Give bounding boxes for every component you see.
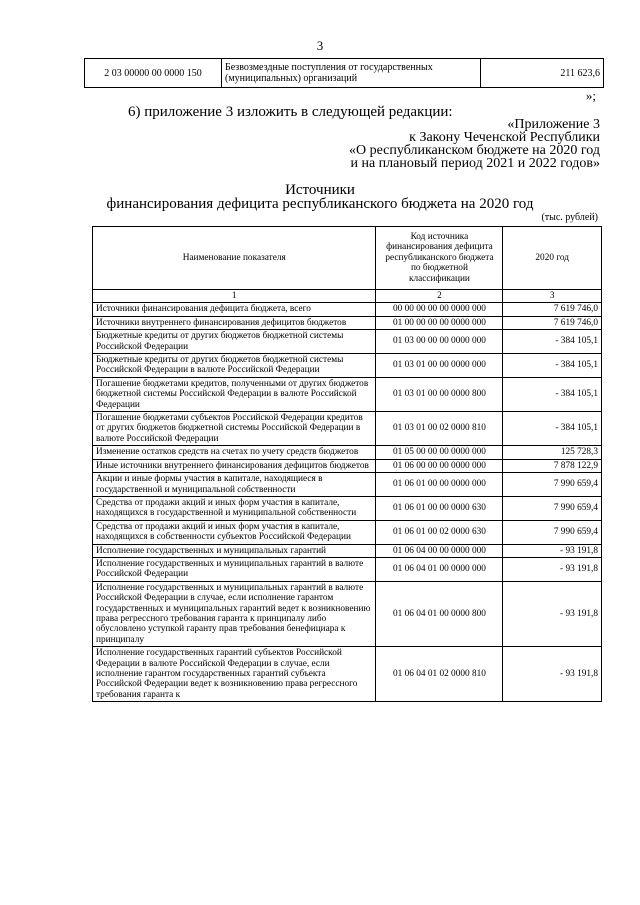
row-value: - 384 105,1 [503,412,602,446]
row-code: 01 06 00 00 00 0000 000 [376,459,503,472]
row-code: 01 05 00 00 00 0000 000 [376,446,503,459]
row-value: 7 990 659,4 [503,496,602,520]
row-code: 01 03 00 00 00 0000 000 [376,330,503,354]
table-row [93,377,602,411]
row-value: - 93 191,8 [503,647,602,702]
row-name: Акции и иные формы участия в капитале, находящиеся в государственной и муниципальной собственности [93,473,376,497]
row-value: 7 990 659,4 [503,520,602,544]
col-number: 1 [93,290,376,303]
row-name: Источники внутреннего финансирования дефицитов бюджетов [93,316,376,329]
row-name: Исполнение государственных и муниципальных гарантий в валюте Российской Федерации [93,557,376,581]
row-name: Средства от продажи акций и иных форм участия в капитале, находящихся в государственной и муниципальной собственности [93,496,376,520]
header-value: 2020 год [503,227,602,290]
col-number: 3 [503,290,602,303]
row-name: Исполнение государственных гарантий субъектов Российской Федерации в валюте Российской Федерации в случае, если исполнение гарантом государственных гарантий субъекта Российской Федерации ведет к возникновению права регрессного требования гаранта к [93,647,376,702]
table-row [93,496,602,520]
row-value: 7 990 659,4 [503,473,602,497]
row-name: Погашение бюджетами субъектов Российской Федерации кредитов от других бюджетов бюджетной системы Российской Федерации в валюте Российской Федерации [93,412,376,446]
row-code: 01 03 01 00 00 0000 000 [376,354,503,378]
row-code: 01 06 01 00 02 0000 630 [376,520,503,544]
annex-line: «Приложение 3 [507,117,600,132]
table-row [93,544,602,557]
row-value: - 384 105,1 [503,377,602,411]
row-value: 7 619 746,0 [503,316,602,329]
row-code: 01 03 01 00 00 0000 800 [376,377,503,411]
header-row [93,227,602,290]
table-row [93,581,602,646]
row-name: Исполнение государственных и муниципальных гарантий в валюте Российской Федерации в случае, если исполнение гарантом государственных и муниципальных гарантий ведет к возникновению права регрессного требования гаранта к принципалу либо обусловлено уступкой гаранту прав требования бенефициара к принципалу [93,581,376,646]
table-row [93,316,602,329]
row-name: Средства от продажи акций и иных форм участия в капитале, находящихся в собственности субъектов Российской Федерации [93,520,376,544]
top-table [84,58,604,88]
col-number: 2 [376,290,503,303]
row-name: Иные источники внутреннего финансирования дефицитов бюджетов [93,459,376,472]
table-row [93,520,602,544]
closing-mark: »; [585,88,596,103]
row-code: 01 06 01 00 00 0000 000 [376,473,503,497]
row-name: Бюджетные кредиты от других бюджетов бюджетной системы Российской Федерации в валюте Российской Федерации [93,354,376,378]
annex-header [349,118,600,170]
row-value: - 93 191,8 [503,581,602,646]
table-body [93,303,602,702]
table-row [93,459,602,472]
row-code: 01 06 04 01 02 0000 810 [376,647,503,702]
table-row [93,412,602,446]
name-cell: Безвозмездные поступления от государственных (муниципальных) организаций [222,59,481,88]
row-value: - 93 191,8 [503,557,602,581]
row-name: Источники финансирования дефицита бюджета, всего [93,303,376,316]
table-row [93,354,602,378]
row-name: Погашение бюджетами кредитов, полученными от других бюджетов бюджетной системы Российской Федерации в валюте Российской Федерации [93,377,376,411]
table-row [93,446,602,459]
document-title [0,183,640,211]
row-value: 7 878 122,9 [503,459,602,472]
row-name: Изменение остатков средств на счетах по учету средств бюджетов [93,446,376,459]
table-row [93,557,602,581]
annex-line: и на плановый период 2021 и 2022 годов» [350,156,600,171]
row-code: 01 00 00 00 00 0000 000 [376,316,503,329]
sources-table [92,226,602,702]
table-row [93,303,602,316]
header-code: Код источника финансирования дефицита республиканского бюджета по бюджетной классификации [376,227,503,290]
row-value: - 384 105,1 [503,354,602,378]
row-name: Исполнение государственных и муниципальных гарантий [93,544,376,557]
header-name: Наименование показателя [93,227,376,290]
title-line: финансирования дефицита республиканского бюджета на 2020 год [106,196,534,212]
table-row [93,473,602,497]
row-value: 125 728,3 [503,446,602,459]
row-code: 01 03 01 00 02 0000 810 [376,412,503,446]
page-number: 3 [316,38,324,53]
row-code: 01 06 04 00 00 0000 000 [376,544,503,557]
annex-line: к Закону Чеченской Республики [409,130,600,145]
row-value: - 93 191,8 [503,544,602,557]
row-code: 01 06 04 01 00 0000 000 [376,557,503,581]
table-row [93,647,602,702]
row-name: Бюджетные кредиты от других бюджетов бюджетной системы Российской Федерации [93,330,376,354]
instruction-text: 6) приложение 3 изложить в следующей редакции: [128,104,453,120]
row-value: - 384 105,1 [503,330,602,354]
title-line: Источники [285,182,355,198]
row-code: 00 00 00 00 00 0000 000 [376,303,503,316]
unit-label: (тыс. рублей) [541,212,598,223]
code-cell: 2 03 00000 00 0000 150 [85,59,222,88]
table-row [93,330,602,354]
table-row [85,59,604,88]
annex-line: «О республиканском бюджете на 2020 год [349,143,600,158]
column-number-row [93,290,602,303]
row-code: 01 06 01 00 00 0000 630 [376,496,503,520]
value-cell: 211 623,6 [481,59,604,88]
row-code: 01 06 04 01 00 0000 800 [376,581,503,646]
row-value: 7 619 746,0 [503,303,602,316]
